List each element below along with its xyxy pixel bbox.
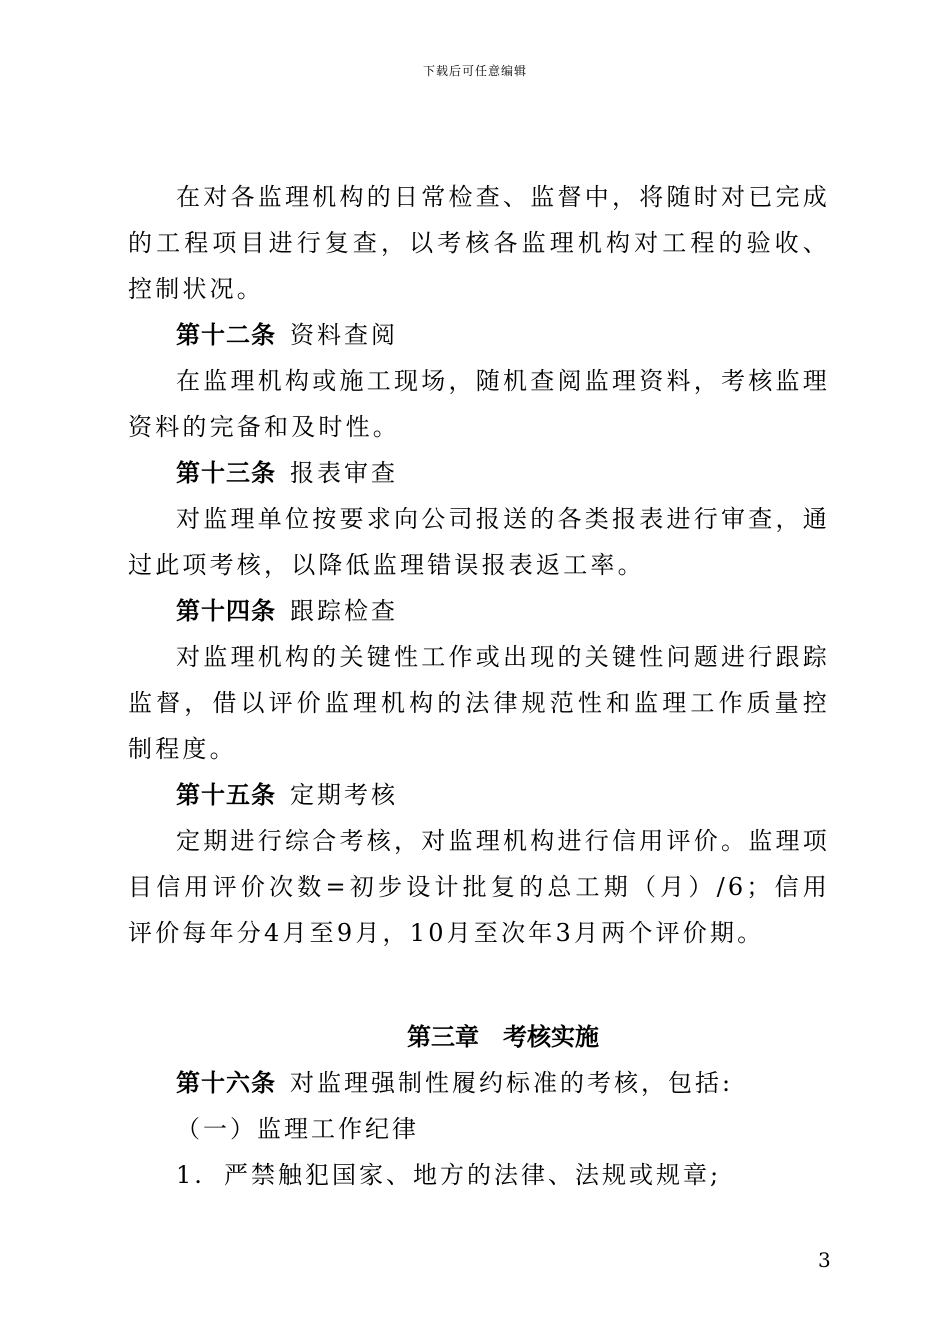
page-header: 下载后可任意编辑 bbox=[422, 64, 527, 78]
article-12-number: 第十二条 bbox=[176, 321, 276, 349]
subsection-work-discipline: （一）监理工作纪律 bbox=[176, 1115, 419, 1143]
paragraph-report-review: 对监理单位按要求向公司报送的各类报表进行审查，通过此项考核，以降低监理错误报表返工率。 bbox=[128, 505, 830, 579]
paragraph-periodic-assessment: 定期进行综合考核，对监理机构进行信用评价。监理项目信用评价次数=初步设计批复的总工期（月）/6；信用评价每年分4月至9月，10月至次年3月两个评价期。 bbox=[128, 827, 830, 947]
document-body bbox=[128, 174, 830, 1198]
chapter-3-title: 第三章 考核实施 bbox=[407, 1023, 599, 1051]
list-item bbox=[128, 1152, 830, 1198]
page-number: 3 bbox=[818, 1248, 831, 1272]
article-12-title: 资料查阅 bbox=[290, 321, 398, 349]
article-15-number: 第十五条 bbox=[176, 781, 276, 809]
list-item-text: 严禁触犯国家、地方的法律、法规或规章; bbox=[224, 1161, 722, 1189]
article-16-title: 对监理强制性履约标准的考核，包括: bbox=[290, 1069, 734, 1097]
list-item-number: 1. bbox=[176, 1161, 205, 1189]
article-13-title: 报表审查 bbox=[290, 459, 398, 487]
article-16-number: 第十六条 bbox=[176, 1069, 276, 1097]
article-16-heading bbox=[128, 1060, 830, 1106]
section-gap bbox=[128, 956, 830, 1014]
article-13-heading bbox=[128, 450, 830, 496]
paragraph-review: 在对各监理机构的日常检查、监督中，将随时对已完成的工程项目进行复查，以考核各监理机构对工程的验收、控制状况。 bbox=[128, 183, 830, 303]
paragraph-tracking: 对监理机构的关键性工作或出现的关键性问题进行跟踪监督，借以评价监理机构的法律规范性和监理工作质量控制程度。 bbox=[128, 643, 830, 763]
article-15-heading bbox=[128, 772, 830, 818]
article-12-heading bbox=[128, 312, 830, 358]
article-14-heading bbox=[128, 588, 830, 634]
paragraph-document-check: 在监理机构或施工现场，随机查阅监理资料，考核监理资料的完备和及时性。 bbox=[128, 367, 830, 441]
article-15-title: 定期考核 bbox=[290, 781, 398, 809]
article-13-number: 第十三条 bbox=[176, 459, 276, 487]
article-14-title: 跟踪检查 bbox=[290, 597, 398, 625]
article-14-number: 第十四条 bbox=[176, 597, 276, 625]
